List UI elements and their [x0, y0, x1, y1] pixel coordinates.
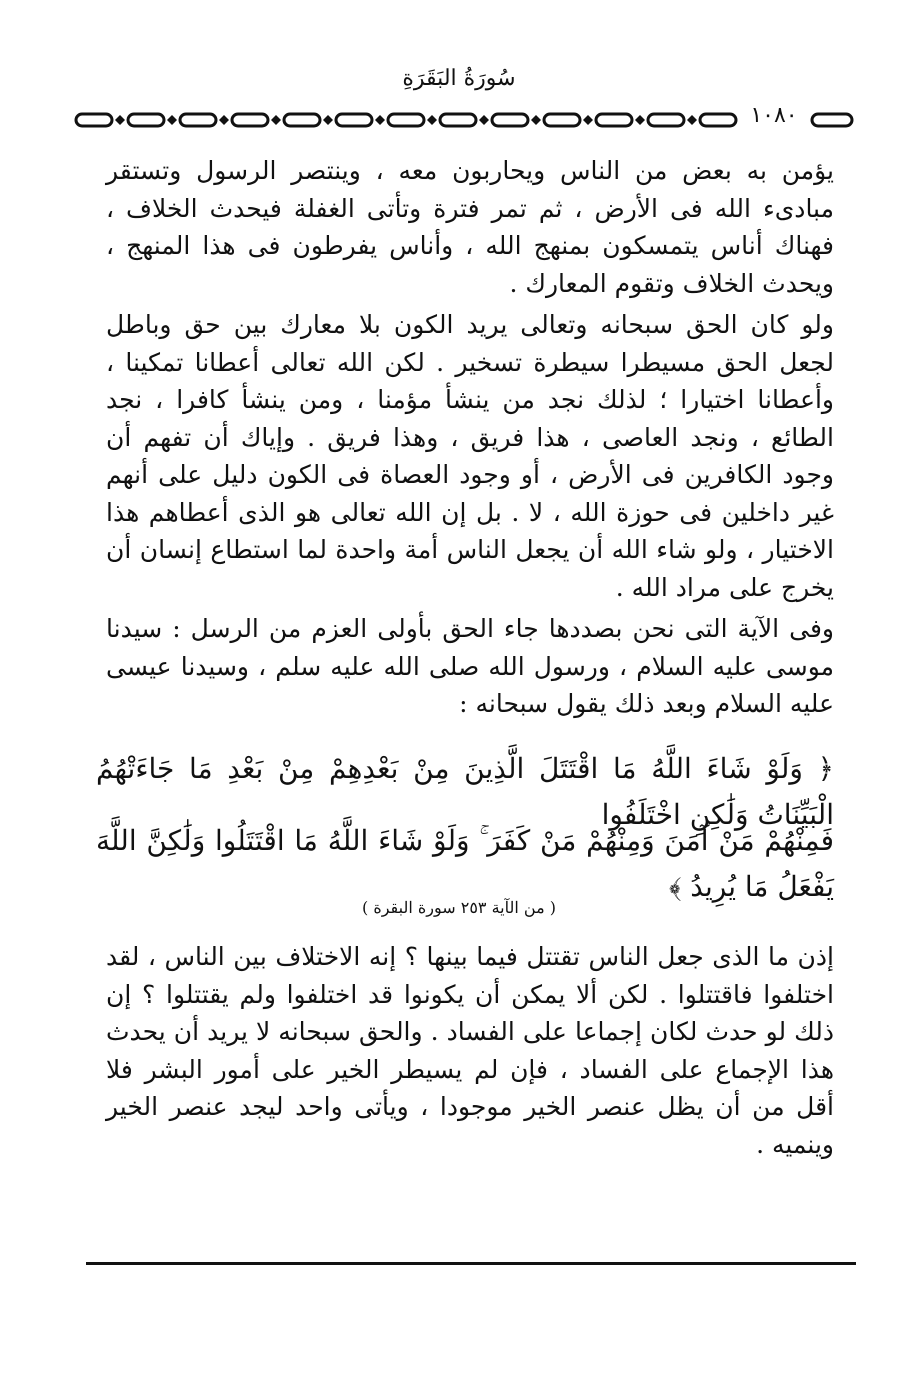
- closing-paragraph: إذن ما الذى جعل الناس تقتتل فيما بينها ؟ إنه الاختلاف بين الناس ، لقد اختلفوا فاقتتلوا . لكن ألا يمكن أن يكونوا قد اختلفوا ولم يقتتلوا ؟ إن ذلك لو حدث لكان إجماعا على الفساد . والحق سبحانه لا يريد أن يحدث هذا الإجماع على الفساد ، فإن لم يسيطر الخير على أمور البشر فلا أقل من أن يظل عنصر الخير موجودا ، ويأتى واحد ليجد عنصر الخير وينميه .: [106, 942, 834, 1159]
- sura-title: سُورَةُ البَقَرَةِ: [402, 66, 516, 91]
- header-ornament-rule: [72, 106, 858, 136]
- quran-verse-line-1: ﴿ وَلَوْ شَاءَ اللَّهُ مَا اقْتَتَلَ الَّذِينَ مِنْ بَعْدِهِمْ مِنْ بَعْدِ مَا جَاءَتْهُمُ الْبَيِّنَاتُ وَلَٰكِنِ اخْتَلَفُوا: [96, 752, 834, 831]
- paragraph-1: يؤمن به بعض من الناس ويحاربون معه ، وينتصر الرسول وتستقر مبادىء الله فى الأرض ، ثم تمر فترة وتأتى الغفلة فيحدث الخلاف ، فهناك أناس يتمسكون بمنهج الله ، وأناس يفرطون فى هذا المنهج ، ويحدث الخلاف وتقوم المعارك .: [106, 156, 834, 298]
- quran-verse-line-2: فَمِنْهُمْ مَنْ آمَنَ وَمِنْهُمْ مَنْ كَفَرَ ۚ وَلَوْ شَاءَ اللَّهُ مَا اقْتَتَلُوا وَلَٰكِنَّ اللَّهَ يَفْعَلُ مَا يُرِيدُ ﴾: [96, 824, 834, 903]
- page-number: ١٠٨٠: [744, 103, 804, 128]
- verse-citation: ( من الآية ٢٥٣ سورة البقرة ): [362, 898, 556, 917]
- paragraph-3: وفى الآية التى نحن بصددها جاء الحق بأولى العزم من الرسل : سيدنا موسى عليه السلام ، ورسول الله صلى الله عليه سلم ، وسيدنا عيسى عليه السلام وبعد ذلك يقول سبحانه :: [106, 614, 834, 718]
- paragraph-2: ولو كان الحق سبحانه وتعالى يريد الكون بلا معارك بين حق وباطل لجعل الحق مسيطرا سيطرة تسخير . لكن الله تعالى أعطانا تمكينا ، وأعطانا اختيارا ؛ لذلك نجد من ينشأ مؤمنا ، ومن ينشأ كافرا ، نجد الطائع ، ونجد العاصى ، هذا فريق ، وهذا فريق . وإياك أن تفهم أن وجود الكافرين فى الأرض ، أو وجود العصاة فى الكون دليل على أنهم غير داخلين فى حوزة الله ، لا . بل إن الله تعالى هو الذى أعطاهم هذا الاختيار ، ولو شاء الله أن يجعل الناس أمة واحدة لما استطاع إنسان أن يخرج على مراد الله .: [106, 310, 834, 602]
- footer-rule: [86, 1262, 856, 1265]
